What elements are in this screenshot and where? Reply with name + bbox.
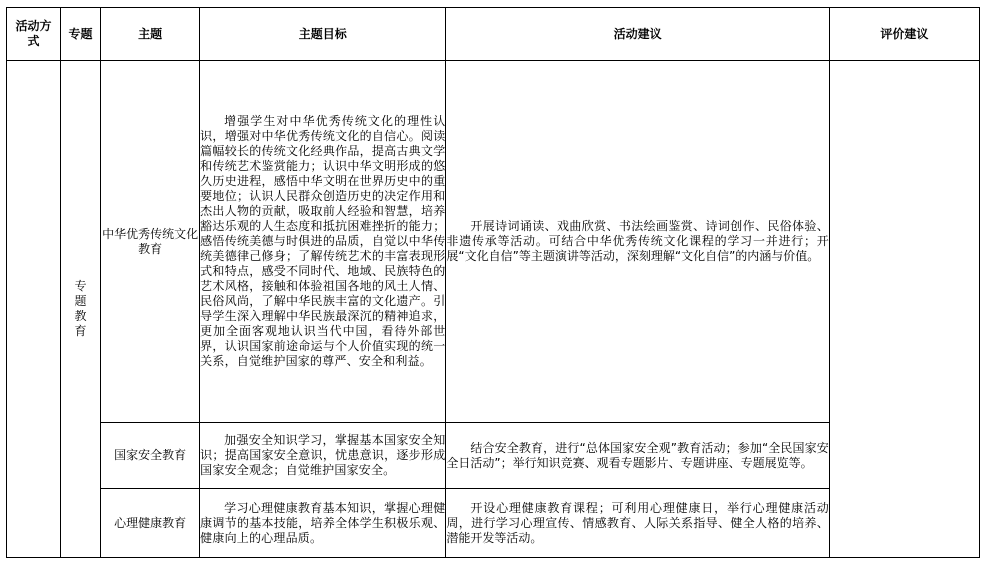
goal-cell: 学习心理健康教育基本知识，掌握心理健康调节的基本技能，培养全体学生积极乐观、健康向上的心理品质。 — [200, 489, 446, 558]
category-cell — [61, 61, 101, 558]
header-theme-goal: 主题目标 — [200, 8, 446, 61]
suggestion-cell: 开展诗词诵读、戏曲欣赏、书法绘画鉴赏、诗词创作、民俗体验、非遗传承等活动。可结合中华优秀传统文化课程的学习一并进行；开展“文化自信”等主题演讲等活动，深刻理解“文化自信”的内涵与价值。 — [446, 61, 829, 423]
goal-cell: 加强安全知识学习，掌握基本国家安全知识；提高国家安全意识，忧患意识，逐步形成国家安全观念；自觉维护国家安全。 — [200, 423, 446, 489]
header-activity-type: 活动方式 — [7, 8, 61, 61]
header-activity-suggestion: 活动建议 — [446, 8, 829, 61]
header-evaluation-suggestion: 评价建议 — [829, 8, 979, 61]
suggestion-cell: 开设心理健康教育课程；可利用心理健康日，举行心理健康活动周，进行学习心理宣传、情感教育、人际关系指导、健全人格的培养、潜能开发等活动。 — [446, 489, 829, 558]
header-row — [7, 8, 980, 61]
header-theme: 主题 — [101, 8, 200, 61]
theme-cell: 心理健康教育 — [101, 489, 200, 558]
theme-cell: 中华优秀传统文化教育 — [101, 61, 200, 423]
activity-plan-table — [6, 7, 980, 558]
table-row — [7, 61, 980, 423]
activity-type-cell — [7, 61, 61, 558]
category-label: 专题教育 — [74, 279, 87, 338]
goal-cell: 增强学生对中华优秀传统文化的理性认识，增强对中华优秀传统文化的自信心。阅读篇幅较长的传统文化经典作品，提高古典文学和传统艺术鉴赏能力；认识中华文明形成的悠久历史进程，感悟中华文明在世界历史中的重要地位；认识人民群众创造历史的决定作用和杰出人物的贡献，吸取前人经验和智慧，培养豁达乐观的人生态度和抵抗困难挫折的能力；感悟传统美德与时俱进的品质，自觉以中华传统美德律己修身；了解传统艺术的丰富表现形式和特点，感受不同时代、地域、民族特色的艺术风格，接触和体验祖国各地的风土人情、民俗风尚，了解中华民族丰富的文化遗产。引导学生深入理解中华民族最深沉的精神追求，更加全面客观地认识当代中国，看待外部世界，认识国家前途命运与个人价值实现的统一关系，自觉维护国家的尊严、安全和利益。 — [200, 61, 446, 423]
header-special: 专题 — [61, 8, 101, 61]
evaluation-cell — [829, 61, 979, 558]
suggestion-cell: 结合安全教育，进行“总体国家安全观”教育活动；参加“全民国家安全日活动”；举行知识竞赛、观看专题影片、专题讲座、专题展览等。 — [446, 423, 829, 489]
theme-cell: 国家安全教育 — [101, 423, 200, 489]
